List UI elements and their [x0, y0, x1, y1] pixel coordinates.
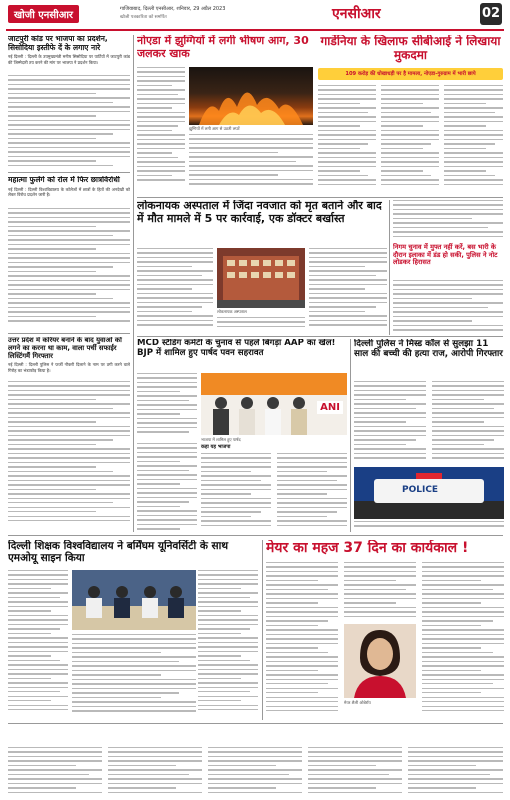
body-text-nigam-top	[393, 200, 503, 242]
divider	[8, 333, 130, 334]
body-text-finland-3	[208, 747, 302, 799]
body-text-lok-nayak-2	[309, 248, 387, 333]
story-university	[8, 540, 258, 720]
mou-signing-graphic	[72, 570, 196, 630]
body-text-mcd-2	[137, 443, 197, 531]
headline-missed-call: दिल्ली पुलिस ने मिस्ड कॉल से सुलझा 11 साल की बच्ची की हत्या राज, आरोपी गिरफ्तार	[354, 339, 503, 360]
fire-photo	[189, 67, 313, 125]
ani-watermark: ANI	[317, 401, 343, 414]
lead-jaitpur: नई दिल्ली : दिल्ली के उपमुख्यमंत्री मनीष सिसोदिया पर पार्टियों में जाटपुरी कांड की जिम्मेदारी तय करने की मांग पर भाजपा ने प्रदर्शन किया।	[8, 54, 130, 66]
body-text-noida-fire	[137, 67, 185, 195]
story-finland	[8, 727, 503, 799]
headline-lok-nayak: लोकनायक अस्पताल में जिंदा नवजात को मृत बताने और बाद में मौत मामले में 5 पर कार्रवाई, एक डॉक्टर बर्खास्त	[137, 200, 382, 225]
story-missed-call	[354, 339, 504, 532]
headline-mcd: MCD स्टैंडिंग कमेटी के चुनाव से पहले बिगड़ा AAP का खेल! BJP में शामिल हुए पार्षद पवन सहरावत	[137, 339, 336, 358]
fire-flames-graphic	[189, 67, 313, 125]
story-mcd	[137, 339, 347, 531]
body-text-lok-nayak-1	[137, 248, 213, 333]
column-divider	[133, 35, 134, 532]
edition-date: गाजियाबाद, दिल्ली एनसीआर, शनिवार, 29 अप्रैल 2023	[120, 6, 226, 12]
headline-jaitpur: जाटपुरी कांड पर भाजपा का प्रदर्शन, सिसोदिया इस्तीफे दें के लगाए नारे	[8, 35, 108, 52]
masthead	[0, 0, 510, 32]
story-mahatma	[8, 176, 130, 331]
body-text-finland-4	[308, 747, 402, 799]
divider	[137, 197, 503, 198]
mayor-photo	[344, 624, 416, 698]
caption-noida-fire: झुग्गियों में लगी आग से उठती लपटें	[189, 126, 240, 131]
story-noida-fire	[137, 35, 313, 195]
caption-mcd: भाजपा में शामिल हुए पार्षद	[201, 437, 241, 442]
edition-tagline: खोजी पत्रकारिता को समर्पित	[120, 15, 167, 20]
divider	[137, 336, 503, 337]
body-text-mayor-3	[422, 562, 504, 720]
body-text-university-3	[72, 634, 196, 720]
body-text-mayor-2	[344, 562, 416, 622]
header-rule	[6, 29, 504, 31]
body-text-lok-nayak-3	[217, 317, 305, 333]
body-text-gardiniya-1	[318, 85, 376, 195]
headline-nigam: निगम चुनाव में मुफ्त नहीं करें, बस भारी के दौरान इलाका में डंड हो सकी, पुलिस ने नोट लोडकर हिरासत	[393, 243, 498, 267]
headline-mayor: मेयर का महज 37 दिन का कार्यकाल !	[266, 540, 469, 556]
divider	[8, 535, 503, 536]
hospital-photo	[217, 248, 305, 308]
body-text-missed-call-1	[354, 381, 426, 465]
body-text-mcd-3	[201, 453, 271, 531]
mid-headline-mcd: कहा यह भाजपा	[201, 444, 231, 450]
lead-uttar-pradesh: नई दिल्ली : दिल्ली पुलिस ने फर्जी नौकरी दिलाने के नाम पर ठगी करने वाले गिरोह का भंडाफोड़ किया है।	[8, 362, 130, 374]
body-text-missed-call-2	[432, 381, 504, 465]
story-mayor	[266, 540, 504, 720]
caption-mayor: मेयर शैली ओबेरॉय	[344, 700, 371, 705]
highlight-gardiniya: 109 करोड़ की धोखाधड़ी पर है मामला, नोएडा-गुरुग्राम में भारी छापे	[345, 71, 476, 77]
body-text-mahatma	[8, 208, 130, 330]
story-gardiniya	[318, 35, 503, 195]
headline-noida-fire: नोएडा में झुग्गियों में लगी भीषण आग, 30 जलकर खाक	[137, 35, 309, 60]
body-text-uttar-pradesh	[8, 381, 130, 531]
body-text-mcd-4	[277, 453, 347, 531]
body-text-missed-call-3	[354, 521, 504, 532]
headline-university: दिल्ली शिक्षक विश्वविद्यालय ने बर्मिंघम यूनिवर्सिटी के साथ एमओयू साइन किया	[8, 540, 229, 565]
story-jaitpur	[8, 35, 130, 171]
brand-logo: खोजी एनसीआर	[8, 5, 79, 23]
body-text-gardiniya-3	[444, 85, 503, 195]
caption-lok-nayak: लोकनायक अस्पताल	[217, 309, 247, 314]
column-divider	[350, 339, 351, 532]
story-uttar-pradesh	[8, 337, 130, 532]
mayor-portrait-graphic	[344, 624, 416, 698]
mou-signing-photo	[72, 570, 196, 630]
story-nigam	[393, 200, 503, 335]
lead-mahatma: नई दिल्ली : दिल्ली विश्वविद्यालय के कॉलेजों में छात्रों के हितों की अनदेखी को लेकर विरोध प्रदर्शन जारी है।	[8, 186, 130, 198]
body-text-finland-2	[108, 747, 202, 799]
column-divider	[389, 200, 390, 335]
body-text-university-1	[8, 570, 68, 720]
divider	[8, 172, 130, 173]
divider	[8, 723, 503, 724]
body-text-finland-1	[8, 747, 102, 799]
body-text-noida-fire-2	[189, 134, 313, 195]
body-text-mcd-1	[137, 373, 197, 437]
body-text-gardiniya-2	[381, 85, 439, 195]
headline-gardiniya: गार्डेनिया के खिलाफ सीबीआई ने लिखाया मुकदमा	[320, 35, 501, 62]
body-text-mayor-1	[266, 562, 338, 720]
body-text-jaitpur	[8, 75, 130, 170]
headline-uttar-pradesh: उत्तर प्रदेश में करियर बनाने के बाद युवाओं को लगने का करना था काम, वाला पर्ची सफाईर लिस्टिंगमैं गिरफ्तार	[8, 337, 122, 360]
police-label: POLICE	[402, 485, 439, 495]
page-number: 02	[480, 3, 502, 25]
hospital-building-graphic	[217, 248, 305, 308]
body-text-finland-5	[408, 747, 503, 799]
body-text-nigam	[393, 280, 503, 335]
highlight-bar	[318, 68, 503, 80]
body-text-university-2	[198, 570, 258, 720]
bjp-event-photo	[201, 373, 347, 435]
column-divider	[262, 540, 263, 720]
headline-mahatma: महात्मा फुलेंगे को रोल में फिर छात्रविरोधी	[8, 176, 120, 184]
section-title: एनसीआर	[332, 6, 381, 22]
police-photo	[354, 467, 504, 519]
